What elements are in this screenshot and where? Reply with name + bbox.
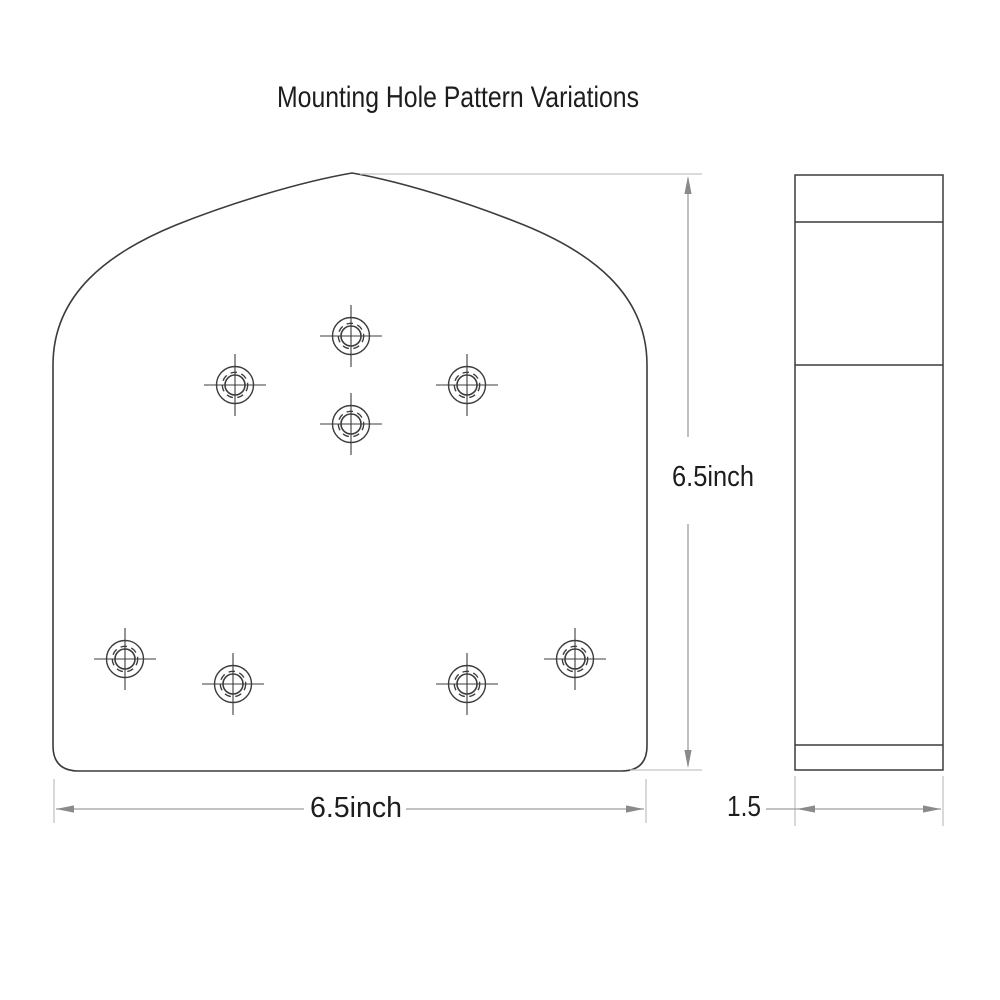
arrow-up-icon [684, 176, 691, 194]
height-dimension-label: 6.5inch [672, 461, 754, 493]
plate-outline [53, 173, 647, 771]
depth-dimension [727, 776, 943, 826]
arrow-right-icon [923, 805, 941, 812]
side-view-body [795, 175, 943, 770]
width-dimension-label: 6.5inch [310, 792, 402, 824]
drawing-title: Mounting Hole Pattern Variations [277, 81, 639, 114]
arrow-left-icon [56, 805, 74, 812]
arrow-right-icon [626, 805, 644, 812]
arrow-down-icon [684, 750, 691, 768]
width-dimension [54, 779, 646, 824]
depth-dimension-label: 1.5 [727, 791, 761, 823]
arrow-left-icon [797, 805, 815, 812]
side-view [795, 175, 943, 770]
front-view [53, 173, 647, 771]
